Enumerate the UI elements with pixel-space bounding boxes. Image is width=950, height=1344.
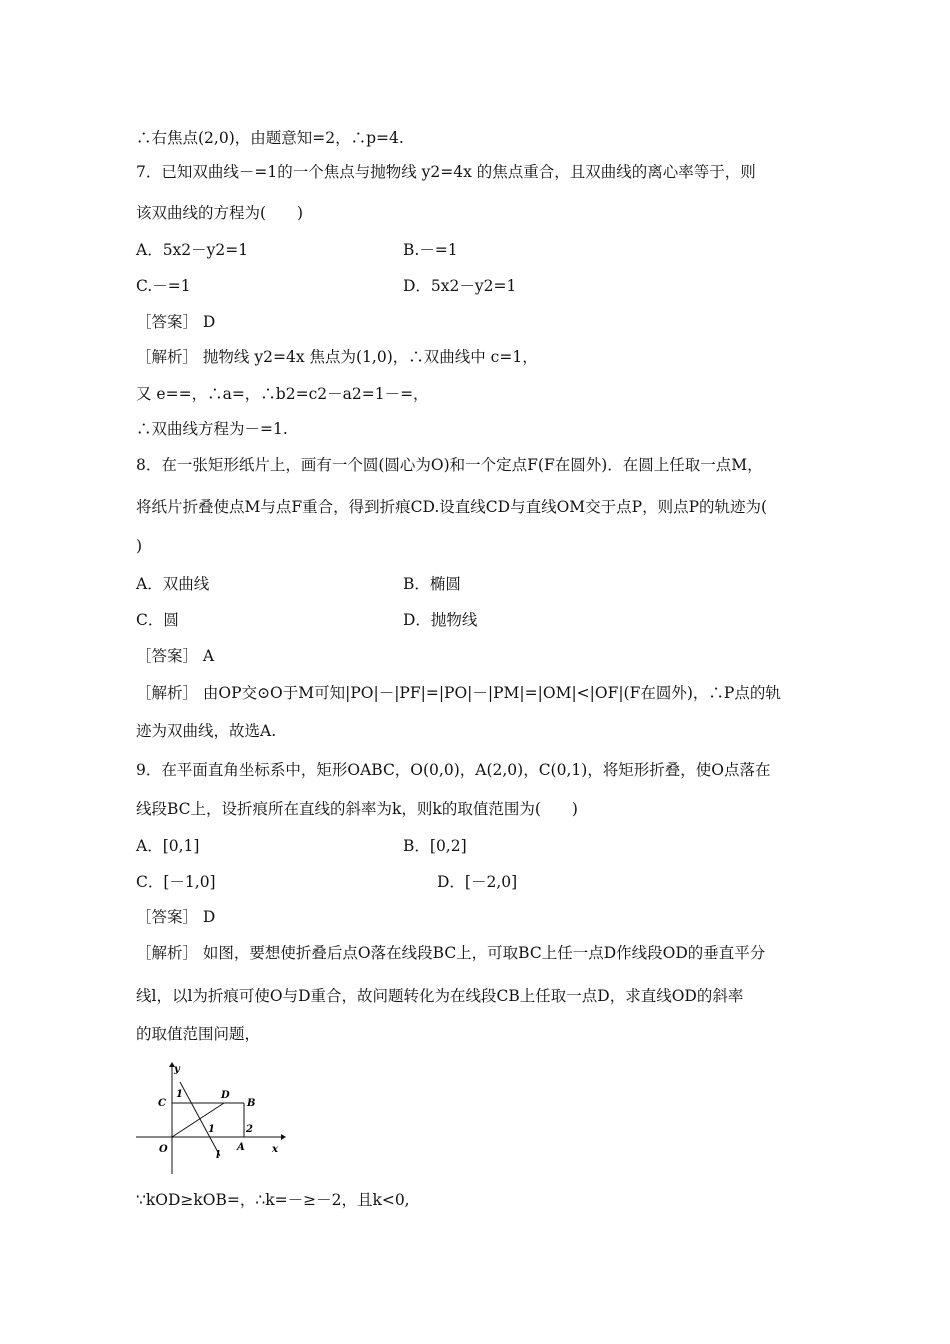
text-line: ∵kOD≥kOB=，∴k=－≥－2，且k<0, xyxy=(136,1191,410,1209)
label-a: A xyxy=(237,1142,245,1153)
option-d: D．5x2－y2=1 xyxy=(403,277,517,295)
fold-line-l xyxy=(180,1082,220,1156)
x-axis-arrow xyxy=(281,1134,286,1140)
solution-line: ［解析］ 由OP交⊙O于M可知|PO|－|PF|=|PO|－|PM|=|OM|<|OF|(F在圆外)，∴P点的轨 xyxy=(136,684,781,702)
coordinate-figure xyxy=(136,1062,286,1180)
option-c: C．[－1,0] xyxy=(136,873,216,891)
label-x: x xyxy=(272,1144,278,1155)
segment-od xyxy=(172,1103,224,1137)
solution-line: ∴双曲线方程为－=1. xyxy=(136,420,288,438)
label-d: D xyxy=(221,1090,230,1101)
option-a: A．双曲线 xyxy=(136,575,210,593)
solution-line: 的取值范围问题， xyxy=(136,1025,261,1043)
option-a: A．5x2－y2=1 xyxy=(136,241,249,259)
text-line: ∴右焦点(2,0)，由题意知=2，∴p=4. xyxy=(136,129,404,147)
solution-line: ［解析］ 抛物线 y2=4x 焦点为(1,0)，∴双曲线中 c=1， xyxy=(136,348,538,366)
answer-label: ［答案］ A xyxy=(136,647,215,665)
label-o: O xyxy=(159,1144,168,1155)
question-7-stem-cont: 该双曲线的方程为( ) xyxy=(136,204,304,222)
label-one-top: 1 xyxy=(176,1089,183,1100)
label-l: l xyxy=(216,1150,220,1161)
label-b: B xyxy=(247,1098,256,1109)
question-7-stem: 7．已知双曲线－=1的一个焦点与抛物线 y2=4x 的焦点重合，且双曲线的离心率等于，则 xyxy=(136,163,756,181)
label-one-mid: 1 xyxy=(208,1124,215,1135)
option-a: A．[0,1] xyxy=(136,837,200,855)
question-9-stem-cont: 线段BC上，设折痕所在直线的斜率为k，则k的取值范围为( ) xyxy=(136,800,578,818)
option-d: D．抛物线 xyxy=(403,611,478,629)
option-c: C．圆 xyxy=(136,611,179,629)
option-d: D．[－2,0] xyxy=(437,873,518,891)
question-9-stem: 9．在平面直角坐标系中，矩形OABC，O(0,0)，A(2,0)，C(0,1)，将矩形折叠，使O点落在 xyxy=(136,761,771,779)
solution-line: 线l，以l为折痕可使O与D重合，故问题转化为在线段CB上任取一点D，求直线OD的斜率 xyxy=(136,987,744,1005)
label-two: 2 xyxy=(246,1124,253,1135)
option-b: B．[0,2] xyxy=(403,837,467,855)
answer-label: ［答案］ D xyxy=(136,313,216,331)
label-c: C xyxy=(158,1098,166,1109)
question-8-stem-cont: 将纸片折叠使点M与点F重合，得到折痕CD.设直线CD与直线OM交于点P，则点P的轨迹为( xyxy=(136,498,768,516)
label-y: y xyxy=(174,1064,180,1075)
option-c: C.－=1 xyxy=(136,277,191,295)
option-b: B．椭圆 xyxy=(403,575,461,593)
solution-line: ［解析］ 如图，要想使折叠后点O落在线段BC上，可取BC上任一点D作线段OD的垂直平分 xyxy=(136,944,766,962)
solution-line: 又 e==，∴a=，∴b2=c2－a2=1－=， xyxy=(136,385,429,403)
solution-line: 迹为双曲线，故选A. xyxy=(136,722,277,740)
question-8-stem: 8．在一张矩形纸片上，画有一个圆(圆心为O)和一个定点F(F在圆外)．在圆上任取一点M， xyxy=(136,456,763,474)
answer-label: ［答案］ D xyxy=(136,908,216,926)
question-8-stem-cont: ) xyxy=(136,537,143,555)
option-b: B.－=1 xyxy=(403,241,458,259)
